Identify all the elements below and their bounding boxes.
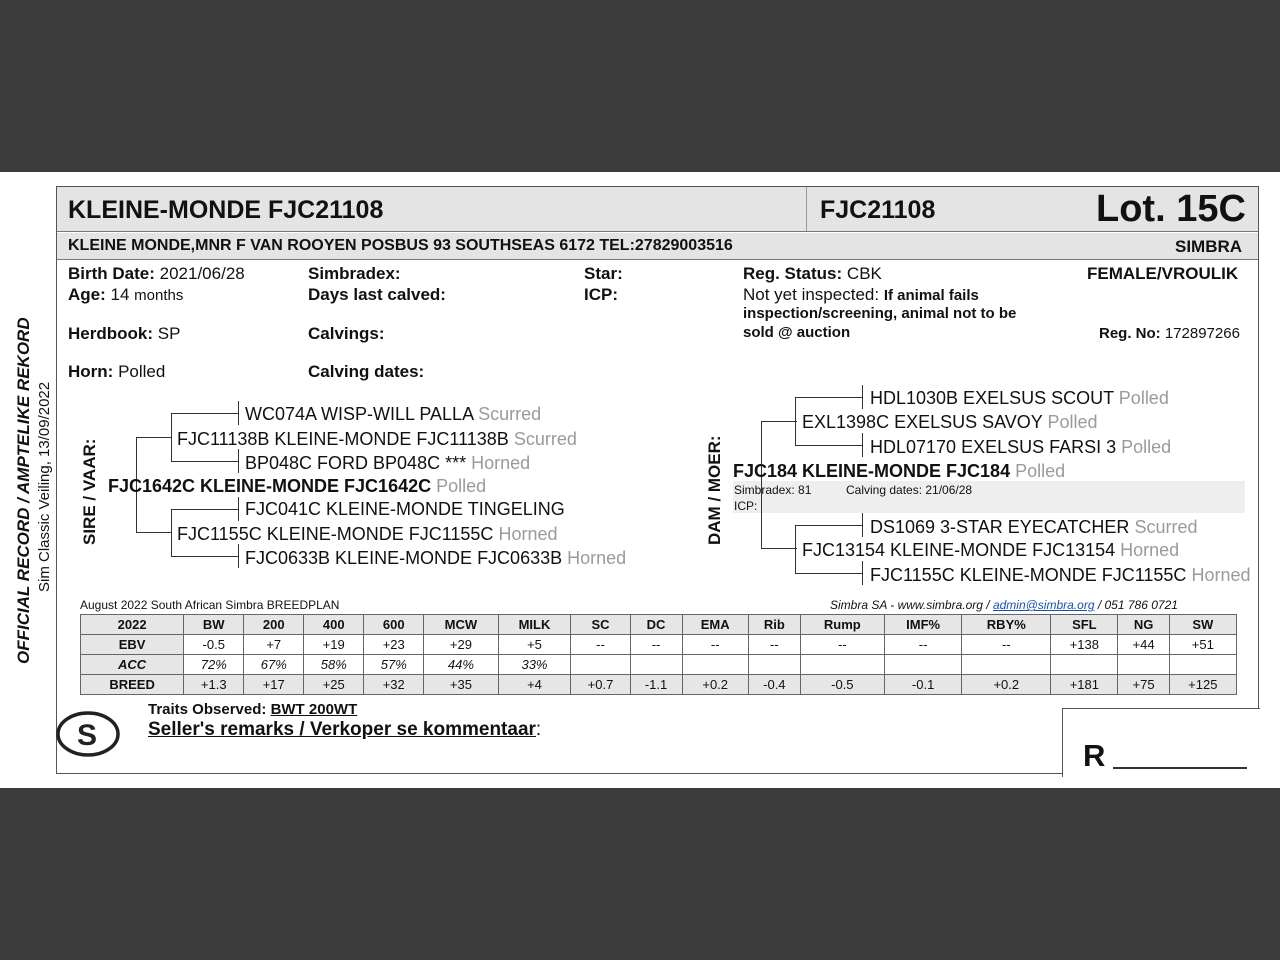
breedplan-cell: +7 <box>244 635 304 655</box>
dam-tree-line <box>795 525 863 526</box>
dam-simbradex: Simbradex: 81 <box>734 483 812 497</box>
dam-tree-line <box>862 513 863 537</box>
registration-number: Reg. No: 172897266 <box>1099 325 1240 342</box>
breedplan-cell <box>571 655 630 675</box>
dam: FJC184 KLEINE-MONDE FJC184 Polled <box>733 461 1066 481</box>
breedplan-cell: -0.5 <box>184 635 244 655</box>
breedplan-cell <box>682 655 748 675</box>
breedplan-cell: -- <box>682 635 748 655</box>
dam-dam: FJC13154 KLEINE-MONDE FJC13154 Horned <box>802 540 1180 560</box>
breedplan-cell <box>884 655 962 675</box>
age: Age: 14 months <box>68 285 184 304</box>
owner-info: KLEINE MONDE,MNR F VAN ROOYEN POSBUS 93 SOUTHSEAS 6172 TEL:27829003516 <box>68 237 733 254</box>
dam-tree-line <box>761 421 797 422</box>
sire-tree-line <box>136 532 172 533</box>
dam-label: DAM / MOER: <box>705 435 724 545</box>
breedplan-header-cell: SW <box>1169 615 1236 635</box>
breedplan-cell: 58% <box>304 655 364 675</box>
breedplan-header-cell: Rib <box>748 615 800 635</box>
breedplan-header-cell: 400 <box>304 615 364 635</box>
breedplan-row-head <box>81 615 1237 635</box>
sire-tree-line <box>171 509 239 510</box>
breedplan-cell: +32 <box>364 675 424 695</box>
breedplan-header-cell: MILK <box>498 615 571 635</box>
breedplan-contact: Simbra SA - www.simbra.org / admin@simbra.org / 051 786 0721 <box>830 598 1178 612</box>
breedplan-header-cell: 2022 <box>81 615 184 635</box>
sire-tree-line <box>238 544 239 568</box>
breedplan-cell <box>630 655 682 675</box>
sex: FEMALE/VROULIK <box>1087 264 1239 283</box>
breedplan-header-cell: RBY% <box>962 615 1051 635</box>
breedplan-cell: -- <box>630 635 682 655</box>
breedplan-cell: +125 <box>1169 675 1236 695</box>
breedplan-cell: 33% <box>498 655 571 675</box>
breedplan-cell <box>1051 655 1118 675</box>
breedplan-cell: 44% <box>424 655 498 675</box>
inspection-note-line2: inspection/screening, animal not to be <box>743 305 1017 322</box>
breedplan-cell: -0.5 <box>800 675 884 695</box>
breedplan-row-breed <box>81 675 1237 695</box>
breedplan-header-cell: SC <box>571 615 630 635</box>
dam-tree-line <box>795 573 863 574</box>
breedplan-cell <box>1169 655 1236 675</box>
breedplan-cell: +44 <box>1118 635 1169 655</box>
breedplan-cell: +138 <box>1051 635 1118 655</box>
dam-sire-sire: HDL1030B EXELSUS SCOUT Polled <box>870 388 1169 408</box>
breedplan-cell: -- <box>884 635 962 655</box>
sire-sire: FJC11138B KLEINE-MONDE FJC11138B Scurred <box>177 429 577 449</box>
breed-name: SIMBRA <box>1175 237 1243 256</box>
breedplan-header-cell: SFL <box>1051 615 1118 635</box>
breedplan-cell: +51 <box>1169 635 1236 655</box>
sire-dam: FJC1155C KLEINE-MONDE FJC1155C Horned <box>177 524 558 544</box>
breedplan-header-cell: MCW <box>424 615 498 635</box>
breedplan-cell: ACC <box>81 655 184 675</box>
breedplan-table <box>80 614 1237 695</box>
sire-label: SIRE / VAAR: <box>80 438 99 545</box>
dam-dam-dam: FJC1155C KLEINE-MONDE FJC1155C Horned <box>870 565 1251 585</box>
dam-sire-dam: HDL07170 EXELSUS FARSI 3 Polled <box>870 437 1172 457</box>
breedplan-header-cell: DC <box>630 615 682 635</box>
sire-tree-line <box>238 497 239 521</box>
official-record-label: OFFICIAL RECORD / AMPTELIKE REKORD <box>14 317 33 664</box>
breedplan-cell: 57% <box>364 655 424 675</box>
dam-tree-line <box>862 561 863 585</box>
sire-tree-line <box>238 449 239 473</box>
horn-status: Horn: Polled <box>68 362 166 381</box>
breedplan-cell: +17 <box>244 675 304 695</box>
breedplan-cell: -1.1 <box>630 675 682 695</box>
herdbook: Herdbook: SP <box>68 324 181 343</box>
sire-dam-sire: FJC041C KLEINE-MONDE TINGELING <box>245 499 565 519</box>
breedplan-cell: -- <box>748 635 800 655</box>
animal-name: KLEINE-MONDE FJC21108 <box>68 196 384 224</box>
breedplan-header-cell: NG <box>1118 615 1169 635</box>
dam-dam-sire: DS1069 3-STAR EYECATCHER Scurred <box>870 517 1198 537</box>
breedplan-title: August 2022 South African Simbra BREEDPLAN <box>80 598 340 612</box>
breedplan-cell: +35 <box>424 675 498 695</box>
breedplan-cell: +181 <box>1051 675 1118 695</box>
breedplan-cell: 67% <box>244 655 304 675</box>
breedplan-cell: +5 <box>498 635 571 655</box>
breedplan-cell: +1.3 <box>184 675 244 695</box>
sire-tree-line <box>171 413 239 414</box>
lot-number: Lot. 15C <box>1096 188 1246 230</box>
dam-sire: EXL1398C EXELSUS SAVOY Polled <box>802 412 1098 432</box>
breedplan-cell: -0.4 <box>748 675 800 695</box>
breedplan-cell: +19 <box>304 635 364 655</box>
price-prefix: R <box>1083 738 1106 773</box>
dam-tree-line <box>795 445 863 446</box>
svg-text:S: S <box>76 719 98 752</box>
sire-dam-dam: FJC0633B KLEINE-MONDE FJC0633B Horned <box>245 548 627 568</box>
breedplan-header-cell: Rump <box>800 615 884 635</box>
animal-id: FJC21108 <box>820 196 936 224</box>
icp-label: ICP: <box>584 285 618 304</box>
breedplan-cell: -- <box>800 635 884 655</box>
breedplan-row-acc <box>81 655 1237 675</box>
calving-dates-label: Calving dates: <box>308 362 425 381</box>
breedplan-cell <box>800 655 884 675</box>
breedplan-header-cell: 600 <box>364 615 424 635</box>
inspection-note-line3: sold @ auction <box>743 324 851 341</box>
breedplan-cell: EBV <box>81 635 184 655</box>
breedplan-cell: BREED <box>81 675 184 695</box>
sale-name: Sim Classic Veiling, 13/09/2022 <box>36 381 53 592</box>
breedplan-cell <box>962 655 1051 675</box>
breedplan-cell: -- <box>962 635 1051 655</box>
dam-tree-line <box>761 548 797 549</box>
breedplan-cell: +0.2 <box>682 675 748 695</box>
breedplan-cell: +0.2 <box>962 675 1051 695</box>
birth-date: Birth Date: 2021/06/28 <box>68 264 245 283</box>
dam-tree-line <box>795 397 863 398</box>
sire-tree-line <box>171 509 172 557</box>
breedplan-cell: 72% <box>184 655 244 675</box>
breedplan-cell <box>748 655 800 675</box>
seal-logo <box>54 707 120 761</box>
breedplan-cell: +0.7 <box>571 675 630 695</box>
breedplan-cell: -0.1 <box>884 675 962 695</box>
breedplan-cell: +29 <box>424 635 498 655</box>
breedplan-header-cell: BW <box>184 615 244 635</box>
dam-tree-line <box>795 525 796 574</box>
dam-calving-dates: Calving dates: 21/06/28 <box>846 483 973 497</box>
sire-tree-line <box>171 413 172 462</box>
breedplan-header-cell: EMA <box>682 615 748 635</box>
sire-sire-dam: BP048C FORD BP048C *** Horned <box>245 453 531 473</box>
breedplan-cell: +4 <box>498 675 571 695</box>
sire-sire-sire: WC074A WISP-WILL PALLA Scurred <box>245 404 542 424</box>
breedplan-cell <box>1118 655 1169 675</box>
dam-tree-line <box>862 433 863 457</box>
breedplan-cell: -- <box>571 635 630 655</box>
breedplan-cell: +23 <box>364 635 424 655</box>
sire: FJC1642C KLEINE-MONDE FJC1642C Polled <box>108 476 487 496</box>
sire-tree-line <box>238 401 239 425</box>
simbradex-label: Simbradex: <box>308 264 401 283</box>
sire-tree-line <box>171 461 239 462</box>
sire-tree-line <box>136 437 172 438</box>
breedplan-header-cell: IMF% <box>884 615 962 635</box>
dam-tree-line <box>795 397 796 446</box>
days-last-calved-label: Days last calved: <box>308 285 446 304</box>
inspection-status: Not yet inspected: If animal fails <box>743 285 979 304</box>
traits-observed: Traits Observed: BWT 200WT <box>148 701 358 718</box>
calvings-label: Calvings: <box>308 324 385 343</box>
breedplan-cell: +25 <box>304 675 364 695</box>
star-label: Star: <box>584 264 623 283</box>
breedplan-cell: +75 <box>1118 675 1169 695</box>
breedplan-header-cell: 200 <box>244 615 304 635</box>
header-divider <box>806 187 807 231</box>
email-link[interactable]: admin@simbra.org <box>992 598 1095 612</box>
dam-tree-line <box>862 385 863 409</box>
seller-remarks: Seller's remarks / Verkoper se kommentaar: <box>148 719 542 740</box>
price-line <box>1113 767 1247 769</box>
breedplan-row-ebvrow <box>81 635 1237 655</box>
reg-status: Reg. Status: CBK <box>743 264 882 283</box>
dam-icp: ICP: <box>734 499 758 513</box>
sire-tree-line <box>171 556 239 557</box>
